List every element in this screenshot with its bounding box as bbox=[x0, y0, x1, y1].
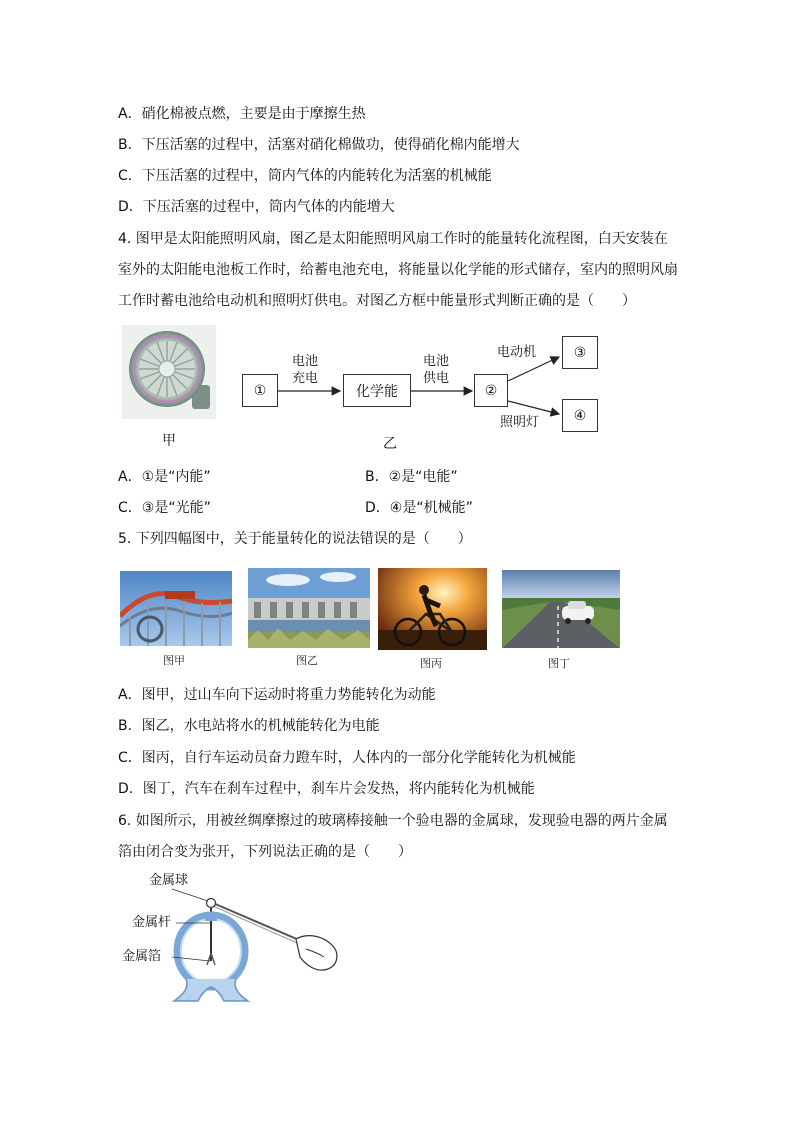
flow-box-1: ① bbox=[242, 374, 278, 407]
figure-ding-photo-caption: 图丁 bbox=[548, 657, 570, 670]
q4-option-a: A．①是“内能” bbox=[118, 469, 211, 485]
q6-stem-line-1: 6. 如图所示，用被丝绸摩擦过的玻璃棒接触一个验电器的金属球，发现验电器的两片金属 bbox=[118, 813, 668, 829]
figure-bing-photo-caption: 图丙 bbox=[420, 657, 442, 670]
hydropower-station-photo bbox=[248, 568, 370, 648]
q5-stem: 5. 下列四幅图中，关于能量转化的说法错误的是（ ） bbox=[118, 531, 472, 547]
car-braking-photo bbox=[502, 570, 620, 648]
flow-arrow1-label-bottom: 充电 bbox=[292, 371, 319, 386]
q4-option-d: D．④是“机械能” bbox=[365, 500, 473, 516]
q4-option-c: C．③是“光能” bbox=[118, 500, 211, 516]
q5-option-d: D．图丁，汽车在刹车过程中，刹车片会发热，将内能转化为机械能 bbox=[118, 781, 535, 797]
q3-option-a: A．硝化棉被点燃，主要是由于摩擦生热 bbox=[118, 106, 366, 122]
q4-stem-line-1: 4. 图甲是太阳能照明风扇，图乙是太阳能照明风扇工作时的能量转化流程图，白天安装在 bbox=[118, 231, 668, 247]
q6-stem-line-2: 箔由闭合变为张开，下列说法正确的是（ ） bbox=[118, 844, 412, 860]
q5-option-b: B．图乙，水电站将水的机械能转化为电能 bbox=[118, 718, 380, 734]
figure-jia-caption: 甲 bbox=[162, 433, 176, 449]
q4-option-b: B．②是“电能” bbox=[365, 469, 458, 485]
figure-yi-photo-caption: 图乙 bbox=[296, 654, 318, 667]
flow-arrow2-label-bottom: 供电 bbox=[423, 371, 450, 386]
q5-option-a: A．图甲，过山车向下运动时将重力势能转化为动能 bbox=[118, 687, 436, 703]
q5-option-c: C．图丙，自行车运动员奋力蹬车时，人体内的一部分化学能转化为机械能 bbox=[118, 750, 576, 766]
flow-arrow1-label-top: 电池 bbox=[292, 354, 319, 369]
q3-option-b: B．下压活塞的过程中，活塞对硝化棉做功，使得硝化棉内能增大 bbox=[118, 137, 520, 153]
q3-option-c: C．下压活塞的过程中，筒内气体的内能转化为活塞的机械能 bbox=[118, 168, 492, 184]
q3-option-d: D．下压活塞的过程中，筒内气体的内能增大 bbox=[118, 199, 395, 215]
label-metal-foil: 金属箔 bbox=[122, 949, 162, 964]
flow-box-chemical-energy: 化学能 bbox=[343, 374, 411, 407]
electroscope-diagram bbox=[110, 865, 350, 1010]
flow-branch-lamp-label: 照明灯 bbox=[500, 415, 540, 430]
flow-arrow2-label-top: 电池 bbox=[423, 354, 450, 369]
flow-box-3: ③ bbox=[562, 336, 598, 369]
label-metal-rod: 金属杆 bbox=[132, 915, 172, 930]
q4-stem-line-2: 室外的太阳能电池板工作时，给蓄电池充电，将能量以化学能的形式储存，室内的照明风扇 bbox=[118, 262, 678, 278]
roller-coaster-photo bbox=[120, 571, 232, 646]
flow-box-4: ④ bbox=[562, 399, 598, 432]
label-metal-ball: 金属球 bbox=[149, 873, 189, 888]
figure-yi-caption: 乙 bbox=[383, 436, 397, 452]
flow-branch-motor-label: 电动机 bbox=[497, 345, 537, 360]
figure-jia-photo-caption: 图甲 bbox=[163, 654, 185, 667]
energy-flow-arrows bbox=[0, 0, 794, 480]
cyclist-photo bbox=[378, 568, 487, 650]
q4-stem-line-3: 工作时蓄电池给电动机和照明灯供电。对图乙方框中能量形式判断正确的是（ ） bbox=[118, 293, 636, 309]
flow-box-2: ② bbox=[474, 374, 508, 407]
